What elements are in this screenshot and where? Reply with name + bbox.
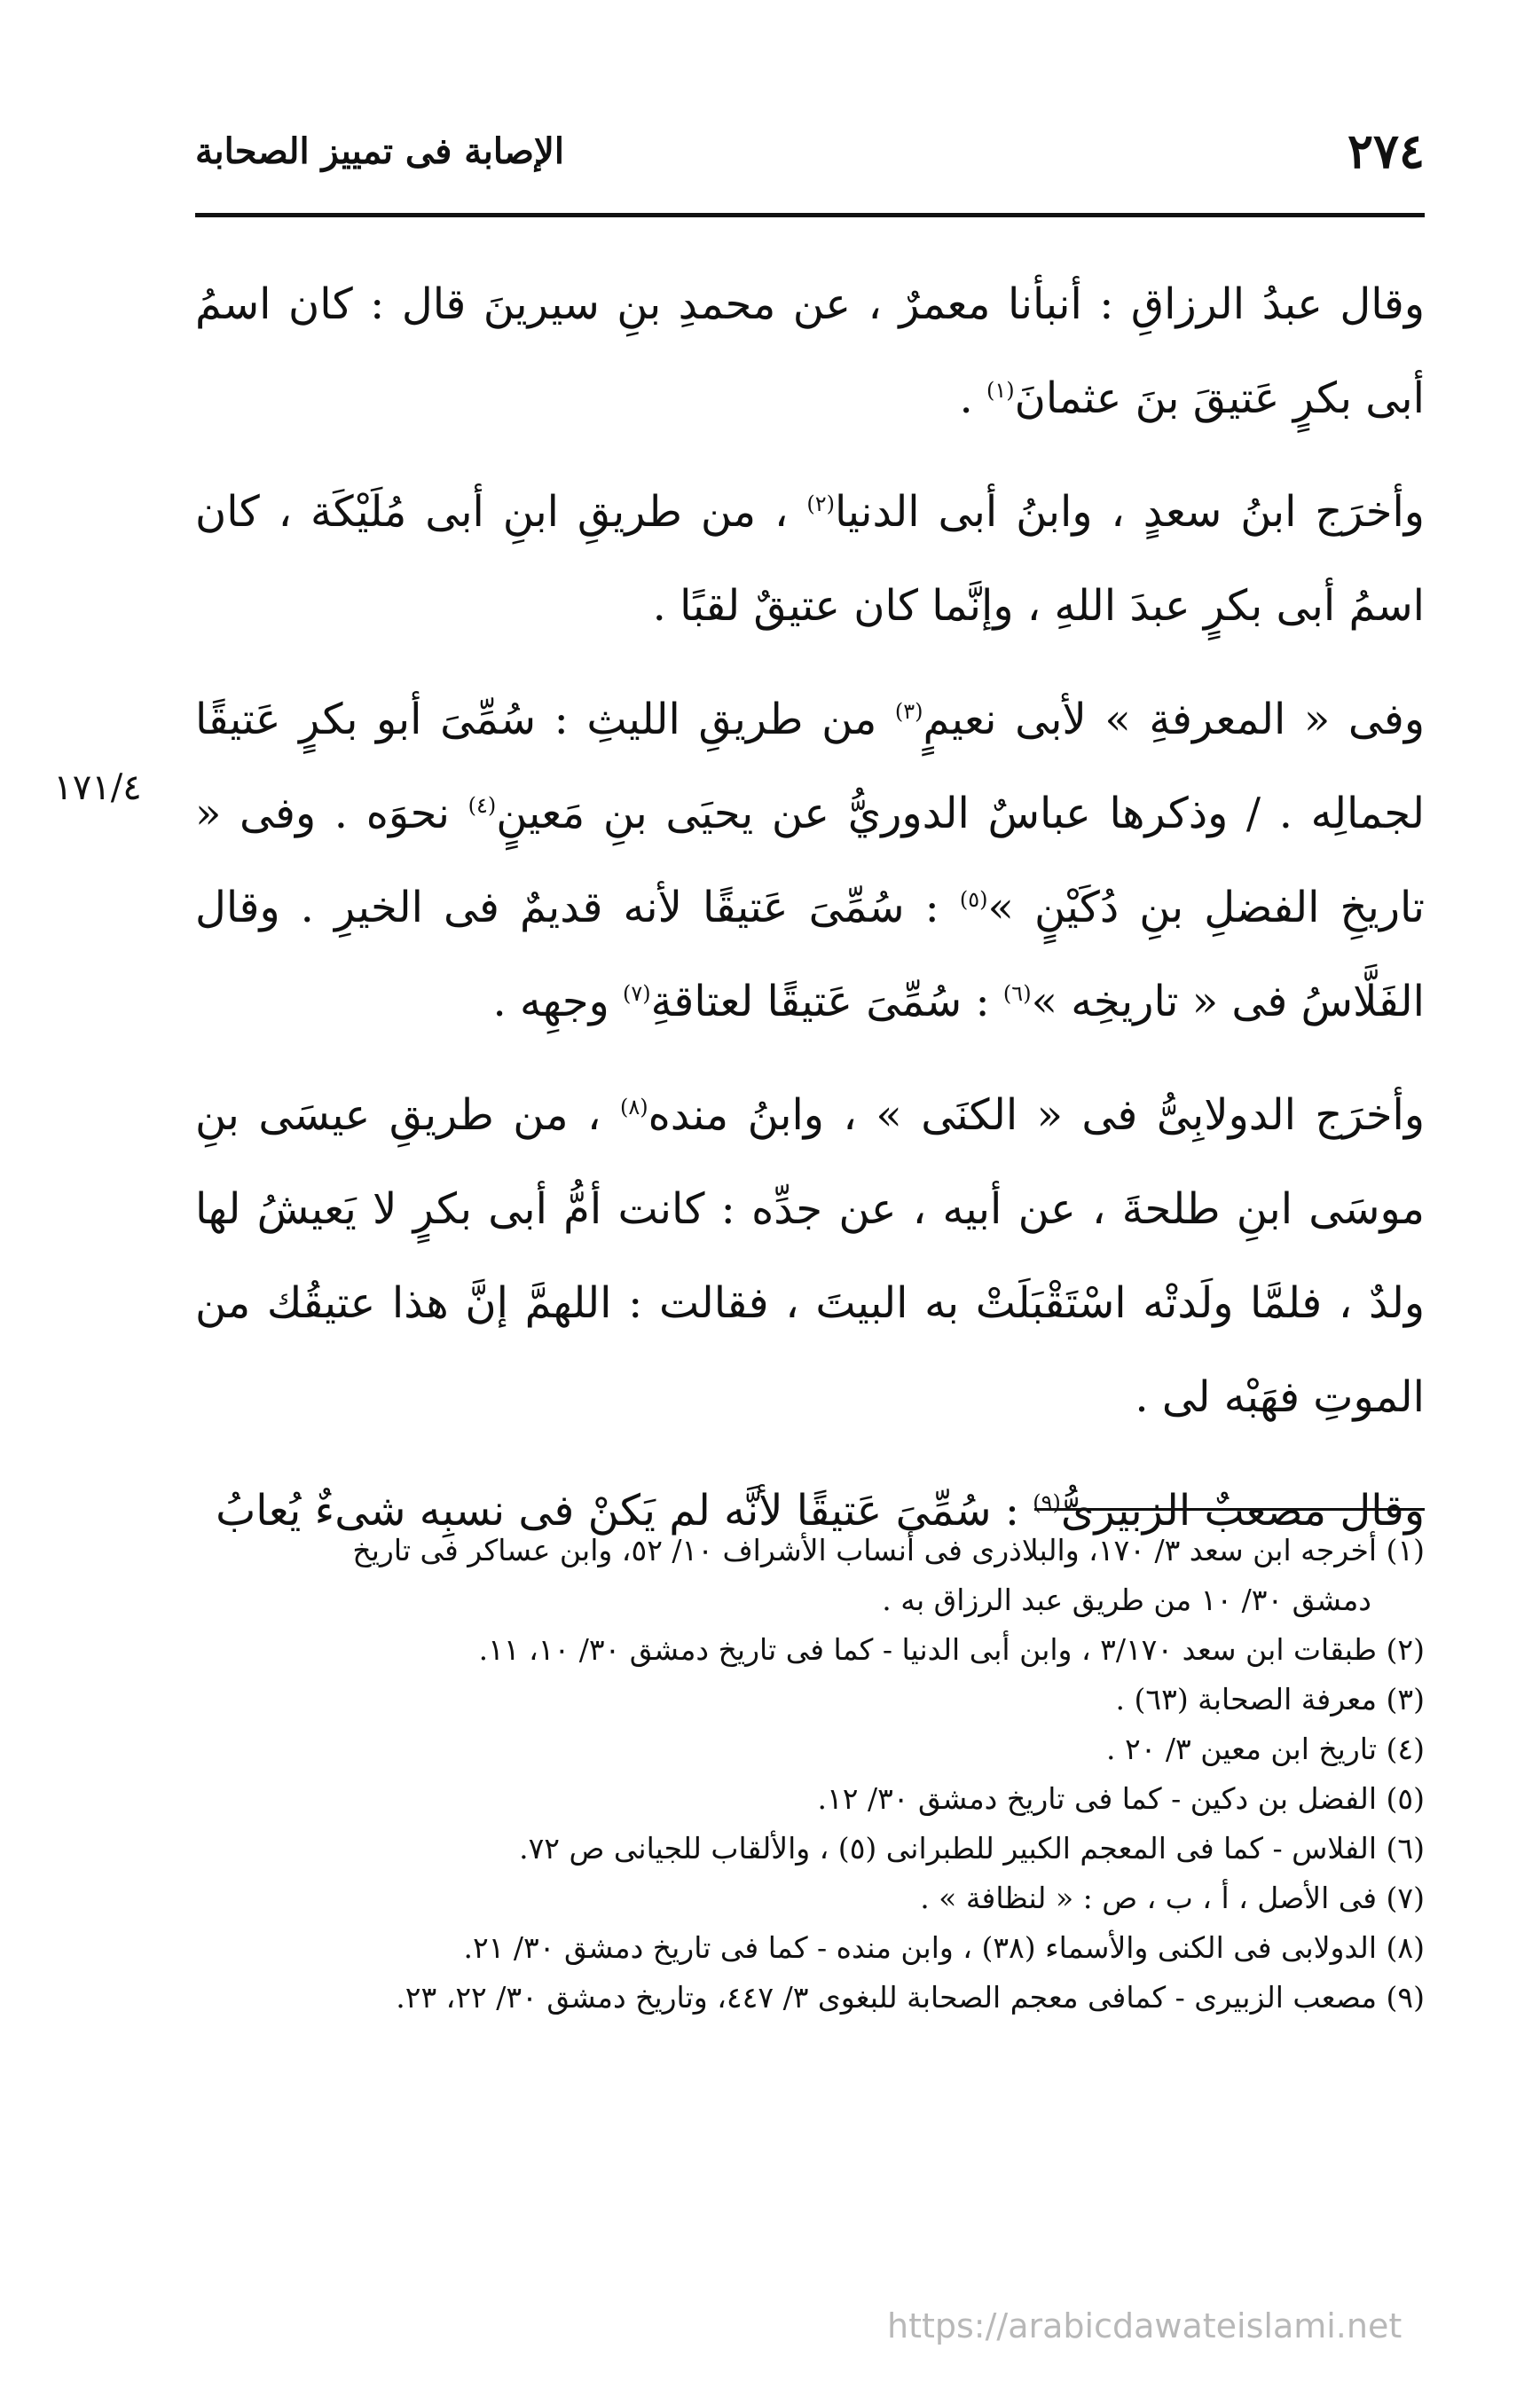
paragraph-text: نحوَه . وفى « تاريخِ الفضلِ بنِ دُكَيْنٍ » [195, 789, 1425, 932]
footnote-4: (٤) تاريخ ابن معين ٣/ ٢٠ . [1105, 1732, 1425, 1766]
footnote-ref: (٤) [468, 793, 497, 818]
footnote-ref: (٨) [619, 1095, 648, 1120]
paragraph-text: من طريقِ الليثِ : سُمِّىَ أبو بكرٍ عَتيقًا لجمالِه . / وذكرها عباسٌ الدوريُّ عن يحيَى بنِ مَعينٍ [195, 695, 1426, 838]
footnote-separator [1034, 1508, 1425, 1511]
footnote-7: (٧) فى الأصل ، أ ، ب ، ص : « لنظافة » . [920, 1881, 1425, 1915]
paragraph-text: : سُمِّىَ عَتيقًا لأنه قديمٌ فى الخيرِ . وقال الفَلَّاسُ فى « تاريخِه » [195, 883, 1425, 1026]
footnote-6: (٦) الفلاس - كما فى المعجم الكبير للطبرانى (٥) ، والألقاب للجيانى ص ٧٢. [519, 1831, 1425, 1866]
page-header [195, 115, 1425, 186]
paragraph-text: وقال عبدُ الرزاقِ : أنبأنا معمرٌ ، عن محمدِ بنِ سيرينَ قال : كان اسمُ أبى بكرٍ عَتيقَ بنَ عثمانَ [195, 279, 1425, 423]
footnote-ref: (٢) [806, 491, 835, 516]
paragraph-text: وفى « المعرفةِ » لأبى نعيمٍ [923, 695, 1426, 744]
margin-volume-note: ١٧١/٤ [53, 767, 142, 808]
paragraph-text: وأخرَج الدولابِىُّ فى « الكنَى » ، وابنُ منده [648, 1090, 1426, 1140]
page-number: ٢٧٤ [1347, 122, 1425, 179]
paragraph-4 [195, 1068, 1425, 1444]
paragraph-2 [195, 465, 1425, 653]
paragraph-text: : سُمِّىَ عَتيقًا لأنَّه لم يَكنْ فى نسبِه شىءٌ يُعابُ [216, 1486, 1033, 1536]
footnote-1: (١) أخرجه ابن سعد ٣/ ١٧٠، والبلاذرى فى أنساب الأشراف ١٠/ ٥٢، وابن عساكر فى تاريخ [352, 1533, 1425, 1567]
footnote-ref: (٦) [1002, 981, 1032, 1006]
footnote-5: (٥) الفضل بن دكين - كما فى تاريخ دمشق ٣٠/ ١٢. [817, 1781, 1425, 1816]
header-rule [195, 213, 1425, 217]
running-title: الإصابة فى تمييز الصحابة [195, 130, 564, 172]
paragraph-3 [195, 672, 1425, 1049]
footnote-ref: (٥) [959, 887, 988, 912]
paragraph-text: : سُمِّىَ عَتيقًا لعتاقةِ [650, 977, 1003, 1026]
paragraph-text: وقال مصعبٌ الزبيرىُّ [1060, 1486, 1425, 1536]
footnote-ref: (٩) [1033, 1490, 1061, 1515]
footnote-ref: (٧) [623, 981, 651, 1006]
footnote-8: (٨) الدولابى فى الكنى والأسماء (٣٨) ، وابن منده - كما فى تاريخ دمشق ٣٠/ ٢١. [463, 1930, 1425, 1965]
footnote-3: (٣) معرفة الصحابة (٦٣) . [1115, 1682, 1425, 1717]
main-text [195, 257, 1425, 1577]
paragraph-1 [195, 257, 1425, 445]
paragraph-text: ، من طريقِ ابنِ أبى مُلَيْكَة ، كان اسمُ أبى بكرٍ عبدَ اللهِ ، وإنَّما كان عتيقٌ لقبًا . [195, 487, 1425, 631]
paragraph-text: ، من طريقِ عيسَى بنِ موسَى ابنِ طلحةَ ، عن أبيه ، عن جدِّه : كانت أمُّ أبى بكرٍ لا يَعيشُ لها ولدٌ ، فلمَّا ولَدتْه اسْتَقْبَلَتْ به البيتَ ، فقالت : اللهمَّ إنَّ هذا عتيقُك من الموتِ فهَبْه لى . [195, 1090, 1425, 1422]
footnote-2: (٢) طبقات ابن سعد ٣/١٧٠ ، وابن أبى الدنيا - كما فى تاريخ دمشق ٣٠/ ١٠، ١١. [478, 1632, 1425, 1667]
paragraph-text: وجهِه . [492, 977, 624, 1026]
watermark-url: https://arabicdawateislami.net [887, 2306, 1402, 2345]
footnote-1-continued: دمشق ٣٠/ ١٠ من طريق عبد الرزاق به . [882, 1583, 1371, 1617]
footnotes [195, 1526, 1425, 2023]
paragraph-text: . [959, 373, 986, 423]
footnote-ref: (٣) [894, 699, 923, 724]
paragraph-text: وأخرَج ابنُ سعدٍ ، وابنُ أبى الدنيا [835, 487, 1425, 537]
footnote-9: (٩) مصعب الزبيرى - كمافى معجم الصحابة للبغوى ٣/ ٤٤٧، وتاريخ دمشق ٣٠/ ٢٢، ٢٣. [396, 1980, 1425, 2015]
footnote-ref: (١) [986, 378, 1015, 403]
